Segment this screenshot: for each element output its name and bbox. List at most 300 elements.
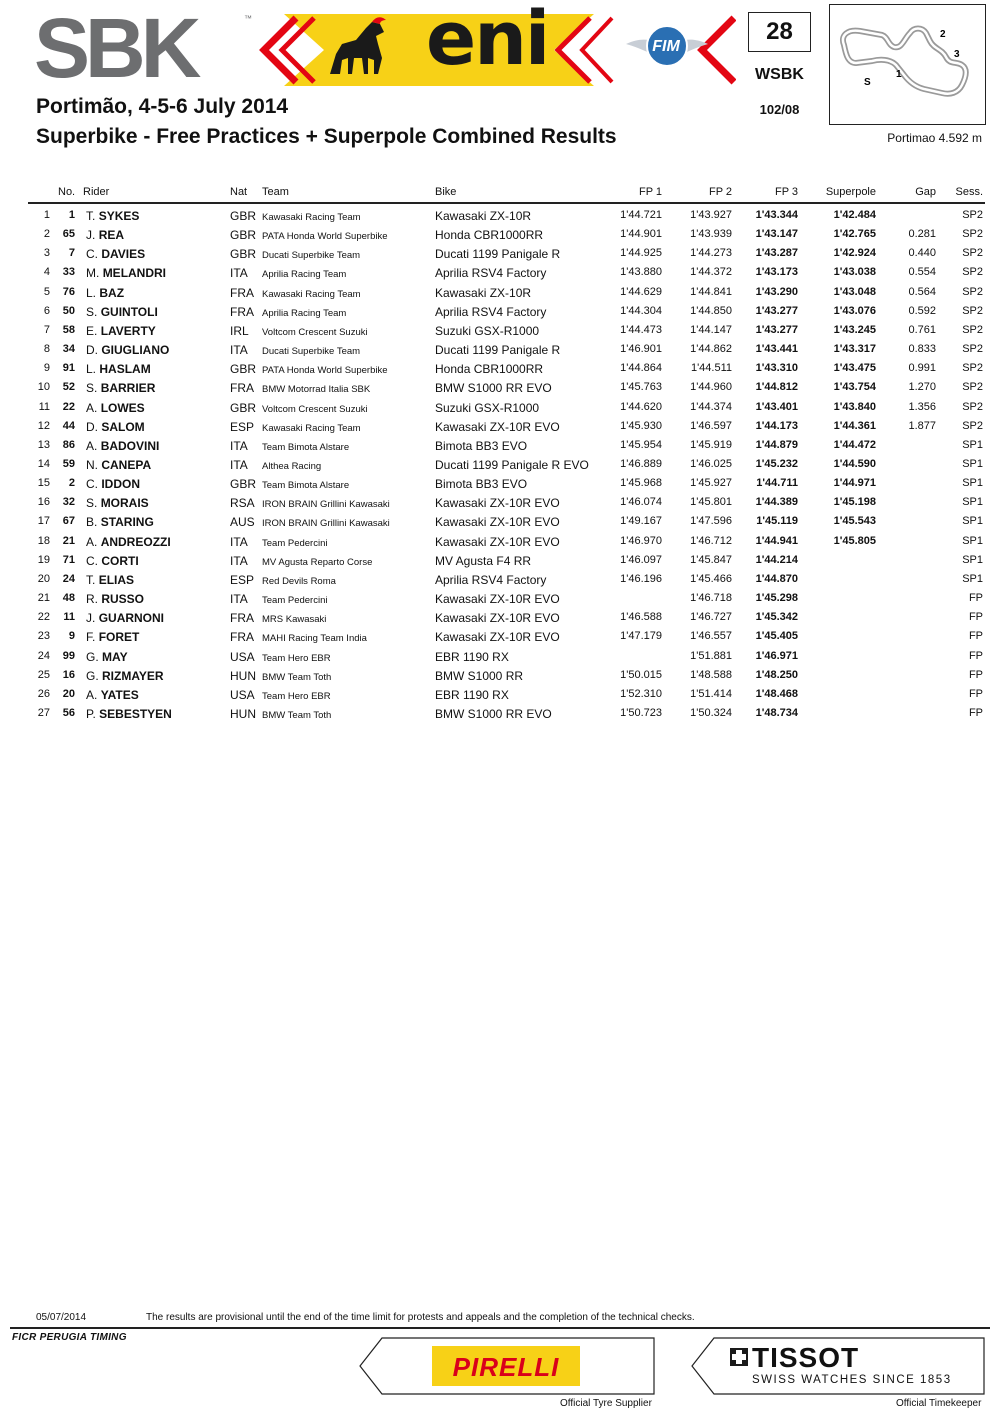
session-label: SP2 xyxy=(962,247,983,260)
session-label: FP xyxy=(968,630,983,643)
race-number: 48 xyxy=(62,592,75,604)
team-name: PATA Honda World Superbike xyxy=(262,231,388,243)
bike-model: Kawasaki ZX-10R EVO xyxy=(435,630,560,645)
superpole-time: 1'44.472 xyxy=(833,438,876,451)
fp3-time: 1'43.310 xyxy=(755,362,798,375)
gap-value: 0.440 xyxy=(908,247,936,260)
team-name: Voltcom Crescent Suzuki xyxy=(262,403,368,415)
superpole-time: 1'43.754 xyxy=(833,381,876,394)
position: 23 xyxy=(37,630,50,643)
superpole-time: 1'43.038 xyxy=(833,266,876,279)
rider-surname: LOWES xyxy=(100,400,145,415)
fp3-time: 1'44.812 xyxy=(755,381,798,394)
bike-model: Aprilia RSV4 Factory xyxy=(435,266,547,281)
fp1-time: 1'44.473 xyxy=(620,323,662,336)
bike-model: Ducati 1199 Panigale R EVO xyxy=(435,457,589,472)
fp1-time: 1'45.930 xyxy=(620,419,662,432)
track-label-2: 2 xyxy=(940,29,946,40)
six-legged-dog-icon xyxy=(322,14,392,84)
fp2-time: 1'44.273 xyxy=(690,247,732,260)
race-number: 52 xyxy=(62,381,75,394)
bike-model: Kawasaki ZX-10R EVO xyxy=(435,592,560,606)
rider-name xyxy=(86,669,164,683)
session-title: Superbike - Free Practices + Superpole Combined Results xyxy=(36,125,617,148)
rider-name xyxy=(86,630,139,644)
superpole-time: 1'42.765 xyxy=(833,228,876,241)
footer-date: 05/07/2014 xyxy=(36,1312,87,1323)
table-row xyxy=(0,228,1000,247)
nationality: GBR xyxy=(230,228,257,243)
table-row xyxy=(0,401,1000,420)
position: 10 xyxy=(37,381,50,394)
col-header-team: Team xyxy=(262,186,289,198)
fp1-time: 1'45.763 xyxy=(620,381,662,394)
position: 26 xyxy=(37,687,50,700)
bike-model: Kawasaki ZX-10R EVO xyxy=(435,515,560,530)
rider-initial: M. xyxy=(86,266,100,281)
rider-surname: MORAIS xyxy=(100,496,149,511)
nationality: FRA xyxy=(230,630,254,645)
superpole-time: 1'43.245 xyxy=(833,323,876,336)
fp2-time: 1'45.847 xyxy=(690,553,732,566)
rider-surname: GIUGLIANO xyxy=(101,343,170,357)
fp2-time: 1'44.850 xyxy=(690,304,732,317)
rider-initial: D. xyxy=(86,343,98,357)
rider-name xyxy=(86,247,145,261)
rider-initial: P. xyxy=(86,706,96,721)
col-header-fp1: FP 1 xyxy=(638,186,662,198)
fp3-time: 1'43.147 xyxy=(755,228,798,241)
nationality: ITA xyxy=(230,592,248,606)
team-name: IRON BRAIN Grillini Kawasaki xyxy=(262,499,390,511)
table-row xyxy=(0,707,1000,726)
race-number: 50 xyxy=(62,304,75,317)
col-header-rider: Rider xyxy=(83,186,110,198)
fp2-time: 1'48.588 xyxy=(690,668,732,681)
rider-surname: IDDON xyxy=(101,477,141,492)
fp3-time: 1'43.287 xyxy=(755,247,798,260)
table-row xyxy=(0,439,1000,458)
rider-name xyxy=(86,650,128,664)
rider-name xyxy=(86,535,171,549)
nationality: FRA xyxy=(230,611,254,626)
team-name: Ducati Superbike Team xyxy=(262,250,361,262)
nationality: FRA xyxy=(230,381,254,396)
tissot-sponsor xyxy=(690,1336,986,1396)
bike-model: Kawasaki ZX-10R EVO xyxy=(435,496,560,511)
bike-model: Bimota BB3 EVO xyxy=(435,477,528,492)
table-row xyxy=(0,343,1000,362)
team-name: Team Hero EBR xyxy=(262,652,331,664)
fp3-time: 1'45.405 xyxy=(755,630,798,643)
superpole-time: 1'45.805 xyxy=(833,534,876,547)
position: 25 xyxy=(37,668,50,681)
bike-model: BMW S1000 RR EVO xyxy=(435,381,552,396)
event-title: Portimão, 4-5-6 July 2014 xyxy=(36,95,289,118)
rider-surname: RUSSO xyxy=(101,592,145,606)
bike-model: MV Agusta F4 RR xyxy=(435,553,532,568)
race-number: 1 xyxy=(68,209,75,221)
rider-initial: T. xyxy=(86,209,96,223)
team-name: Aprilia Racing Team xyxy=(262,307,347,319)
bike-model: Suzuki GSX-R1000 xyxy=(435,323,540,338)
sbk-logo: SBK xyxy=(34,1,197,95)
session-label: FP xyxy=(968,706,983,719)
gap-value: 0.761 xyxy=(908,323,936,336)
superpole-time: 1'44.361 xyxy=(833,419,876,432)
team-name: Kawasaki Racing Team xyxy=(262,288,361,300)
nationality: ITA xyxy=(230,553,248,568)
team-name: Aprilia Racing Team xyxy=(262,269,347,281)
session-label: SP1 xyxy=(962,457,983,470)
document-code: 102/08 xyxy=(759,102,800,117)
fp1-time: 1'44.925 xyxy=(620,247,662,260)
rider-initial: C. xyxy=(86,247,98,262)
nationality: GBR xyxy=(230,477,257,492)
bike-model: Aprilia RSV4 Factory xyxy=(435,304,547,319)
fp3-time: 1'43.277 xyxy=(755,323,798,336)
fp1-time: 1'46.901 xyxy=(620,343,662,355)
col-header-no: No. xyxy=(58,186,76,198)
rider-surname: MELANDRI xyxy=(102,266,167,281)
race-number: 91 xyxy=(62,362,75,375)
position: 16 xyxy=(37,496,50,509)
rider-name xyxy=(86,362,151,376)
rider-name xyxy=(86,420,145,434)
gap-value: 0.281 xyxy=(908,228,936,241)
rider-name xyxy=(86,496,149,510)
race-number: 24 xyxy=(62,572,75,585)
bike-model: EBR 1190 RX xyxy=(435,649,509,664)
session-label: SP2 xyxy=(962,209,983,221)
fp3-time: 1'44.711 xyxy=(756,477,798,490)
team-name: BMW Motorrad Italia SBK xyxy=(262,384,371,396)
bike-model: EBR 1190 RX xyxy=(435,687,509,702)
rider-name xyxy=(86,266,166,280)
bike-model: BMW S1000 RR xyxy=(435,668,524,683)
rider-surname: HASLAM xyxy=(99,362,151,377)
rider-name xyxy=(86,458,151,472)
session-label: FP xyxy=(968,687,983,700)
superpole-time: 1'43.475 xyxy=(833,362,876,375)
fp2-time: 1'46.718 xyxy=(690,592,732,604)
rider-surname: YATES xyxy=(100,687,139,702)
race-number: 59 xyxy=(62,457,75,470)
fp2-time: 1'51.881 xyxy=(690,649,732,662)
rider-name xyxy=(86,228,124,242)
fp1-time: 1'50.015 xyxy=(620,668,662,681)
nationality: GBR xyxy=(230,400,257,415)
col-header-fp2: FP 2 xyxy=(708,186,732,198)
nationality: ITA xyxy=(230,343,248,357)
col-header-bike: Bike xyxy=(435,186,457,198)
race-number: 65 xyxy=(62,228,75,241)
rider-initial: B. xyxy=(86,515,98,530)
pirelli-caption: Official Tyre Supplier xyxy=(560,1398,652,1409)
fp2-time: 1'44.372 xyxy=(690,266,732,279)
fp1-time: 1'44.620 xyxy=(620,400,662,413)
rider-initial: N. xyxy=(86,457,98,472)
track-caption: Portimao 4.592 m xyxy=(887,131,982,145)
fp1-time: 1'46.588 xyxy=(620,611,662,624)
nationality: GBR xyxy=(230,362,257,377)
fp3-time: 1'43.173 xyxy=(755,266,798,279)
table-row xyxy=(0,573,1000,592)
nationality: FRA xyxy=(230,285,254,300)
team-name: Team Pedercini xyxy=(262,595,328,606)
rider-initial: A. xyxy=(86,438,98,453)
fp1-time: 1'46.097 xyxy=(620,553,662,566)
rider-initial: E. xyxy=(86,323,98,338)
team-name: Voltcom Crescent Suzuki xyxy=(262,326,368,338)
team-name: BMW Team Toth xyxy=(262,709,332,721)
team-name: PATA Honda World Superbike xyxy=(262,365,388,377)
session-label: FP xyxy=(968,649,983,662)
bike-model: Aprilia RSV4 Factory xyxy=(435,572,547,587)
fp1-time: 1'45.968 xyxy=(620,477,662,490)
fp2-time: 1'44.960 xyxy=(690,381,732,394)
race-number: 99 xyxy=(62,649,75,662)
race-number: 67 xyxy=(62,515,75,528)
bike-model: Ducati 1199 Panigale R xyxy=(435,247,561,262)
rider-name xyxy=(86,401,145,415)
col-header-gap: Gap xyxy=(915,186,936,198)
series-label: WSBK xyxy=(755,66,804,83)
fp1-time: 1'44.864 xyxy=(620,362,662,375)
fp1-time: 1'45.954 xyxy=(620,438,662,451)
gap-value: 1.877 xyxy=(908,419,936,432)
fp1-time: 1'44.304 xyxy=(620,304,662,317)
position: 8 xyxy=(43,343,50,355)
race-number: 7 xyxy=(68,247,75,260)
session-label: SP1 xyxy=(962,572,983,585)
session-label: SP1 xyxy=(962,534,983,547)
nationality: HUN xyxy=(230,706,256,721)
rider-name xyxy=(86,573,134,587)
superpole-time: 1'44.971 xyxy=(833,477,876,490)
race-number: 44 xyxy=(62,419,75,432)
rider-initial: T. xyxy=(86,572,96,587)
fp2-time: 1'51.414 xyxy=(690,687,732,700)
fp2-time: 1'45.801 xyxy=(690,496,732,509)
fp3-time: 1'45.298 xyxy=(755,592,798,604)
table-row xyxy=(0,458,1000,477)
rider-surname: SEBESTYEN xyxy=(99,706,172,721)
rider-surname: BARRIER xyxy=(100,381,156,396)
gap-value: 0.991 xyxy=(908,362,936,375)
session-label: FP xyxy=(968,611,983,624)
nationality: ITA xyxy=(230,534,248,549)
rider-surname: ANDREOZZI xyxy=(100,534,171,549)
gap-value: 0.564 xyxy=(908,285,936,298)
rider-initial: J. xyxy=(86,228,96,243)
fp3-time: 1'48.468 xyxy=(755,687,798,700)
fp2-time: 1'45.466 xyxy=(690,572,732,585)
nationality: FRA xyxy=(230,304,254,319)
position: 4 xyxy=(43,266,50,279)
nationality: HUN xyxy=(230,668,256,683)
sponsor-logo-strip xyxy=(34,0,736,95)
position: 6 xyxy=(43,304,50,317)
position: 20 xyxy=(37,572,50,585)
session-label: SP2 xyxy=(962,285,983,298)
position: 7 xyxy=(43,323,50,336)
rider-initial: R. xyxy=(86,592,98,606)
rider-initial: L. xyxy=(86,285,97,300)
fp3-time: 1'45.232 xyxy=(755,457,798,470)
bike-model: Kawasaki ZX-10R EVO xyxy=(435,534,560,549)
rider-name xyxy=(86,439,159,453)
fp3-time: 1'43.401 xyxy=(755,400,798,413)
nationality: ITA xyxy=(230,266,248,281)
rider-surname: REA xyxy=(98,228,125,243)
nationality: IRL xyxy=(230,323,249,338)
gap-value: 0.554 xyxy=(908,266,936,279)
rider-name xyxy=(86,305,158,319)
table-row xyxy=(0,554,1000,573)
rider-surname: MAY xyxy=(102,649,128,664)
fp3-time: 1'48.250 xyxy=(755,668,798,681)
team-name: Ducati Superbike Team xyxy=(262,346,361,357)
rider-initial: C. xyxy=(86,553,98,568)
race-number: 21 xyxy=(62,534,75,547)
race-number: 34 xyxy=(62,343,75,355)
position: 14 xyxy=(37,457,50,470)
fp2-time: 1'46.557 xyxy=(690,630,732,643)
rider-name xyxy=(86,707,172,721)
position: 27 xyxy=(37,706,50,719)
track-label-s: S xyxy=(864,77,871,88)
fp2-time: 1'45.927 xyxy=(690,477,732,490)
track-label-3: 3 xyxy=(954,49,960,60)
bike-model: Honda CBR1000RR xyxy=(435,228,544,243)
sbk-trademark: ™ xyxy=(244,14,252,23)
session-label: SP2 xyxy=(962,343,983,355)
fp2-time: 1'44.862 xyxy=(690,343,732,355)
superpole-time: 1'42.484 xyxy=(833,209,876,221)
team-name: Kawasaki Racing Team xyxy=(262,212,361,223)
rider-initial: A. xyxy=(86,534,98,549)
position: 19 xyxy=(37,553,50,566)
rider-surname: STARING xyxy=(100,515,154,530)
superpole-time: 1'43.840 xyxy=(833,400,876,413)
superpole-time: 1'43.076 xyxy=(833,304,876,317)
session-label: SP1 xyxy=(962,515,983,528)
tissot-tagline: SWISS WATCHES SINCE 1853 xyxy=(752,1374,952,1386)
rider-name xyxy=(86,477,140,491)
race-number: 32 xyxy=(62,496,75,509)
table-row xyxy=(0,381,1000,400)
table-row xyxy=(0,592,1000,611)
team-name: Team Pedercini xyxy=(262,537,328,549)
position: 18 xyxy=(37,534,50,547)
session-label: FP xyxy=(968,668,983,681)
session-label: SP2 xyxy=(962,304,983,317)
session-label: SP1 xyxy=(962,477,983,490)
superpole-time: 1'43.048 xyxy=(833,285,876,298)
team-name: IRON BRAIN Grillini Kawasaki xyxy=(262,518,390,530)
nationality: USA xyxy=(230,687,255,702)
position: 21 xyxy=(37,592,50,604)
rider-initial: S. xyxy=(86,304,98,319)
superpole-time: 1'45.543 xyxy=(833,515,876,528)
gap-value: 0.592 xyxy=(908,304,936,317)
fp2-time: 1'44.374 xyxy=(690,400,732,413)
col-header-sess: Sess. xyxy=(955,186,983,198)
rider-initial: L. xyxy=(86,362,97,377)
race-number: 22 xyxy=(62,400,75,413)
gap-value: 0.833 xyxy=(908,343,936,355)
bike-model: Ducati 1199 Panigale R xyxy=(435,343,561,357)
table-row xyxy=(0,515,1000,534)
fp2-time: 1'44.147 xyxy=(690,323,732,336)
rider-surname: GUINTOLI xyxy=(100,304,158,319)
fp2-time: 1'44.511 xyxy=(690,362,732,375)
position: 15 xyxy=(37,477,50,490)
fp3-time: 1'45.119 xyxy=(756,515,798,528)
track-layout-icon xyxy=(830,5,984,123)
rider-initial: G. xyxy=(86,649,99,664)
bike-model: Kawasaki ZX-10R xyxy=(435,285,532,300)
team-name: Team Bimota Alstare xyxy=(262,441,350,453)
rider-name xyxy=(86,209,139,223)
session-label: SP1 xyxy=(962,438,983,451)
eni-logo: eni xyxy=(426,0,549,82)
nationality: ITA xyxy=(230,457,248,472)
race-number: 86 xyxy=(62,438,75,451)
fp3-time: 1'43.277 xyxy=(755,304,798,317)
pirelli-logo: PIRELLI xyxy=(452,1352,560,1382)
fp3-time: 1'44.214 xyxy=(755,553,798,566)
rider-initial: A. xyxy=(86,400,98,415)
position: 12 xyxy=(37,419,50,432)
session-label: SP2 xyxy=(962,400,983,413)
session-label: SP2 xyxy=(962,323,983,336)
race-number: 76 xyxy=(62,285,75,298)
gap-value: 1.356 xyxy=(908,400,936,413)
rider-name xyxy=(86,554,139,568)
fp1-time: 1'49.167 xyxy=(620,515,662,528)
team-name: MAHI Racing Team India xyxy=(262,633,367,645)
rider-initial: G. xyxy=(86,668,99,683)
nationality: ITA xyxy=(230,438,248,453)
gap-value: 1.270 xyxy=(908,381,936,394)
position: 9 xyxy=(43,362,50,375)
table-row xyxy=(0,305,1000,324)
position: 24 xyxy=(37,649,50,662)
session-label: SP2 xyxy=(962,419,983,432)
rider-initial: F. xyxy=(86,630,96,645)
superpole-time: 1'44.590 xyxy=(833,457,876,470)
rider-surname: CORTI xyxy=(101,553,139,568)
fp2-time: 1'46.727 xyxy=(690,611,732,624)
race-number: 11 xyxy=(63,611,75,624)
position: 3 xyxy=(43,247,50,260)
superpole-time: 1'42.924 xyxy=(833,247,876,260)
nationality: ESP xyxy=(230,572,255,587)
fp1-time: 1'46.970 xyxy=(620,534,662,547)
rider-surname: LAVERTY xyxy=(100,323,156,338)
team-name: BMW Team Toth xyxy=(262,671,332,683)
bike-model: Kawasaki ZX-10R EVO xyxy=(435,611,560,626)
fp3-time: 1'43.441 xyxy=(755,343,798,355)
tissot-caption: Official Timekeeper xyxy=(896,1398,982,1409)
race-number: 9 xyxy=(68,630,75,643)
team-name: Team Bimota Alstare xyxy=(262,480,350,492)
table-row xyxy=(0,247,1000,266)
fp1-time: 1'47.179 xyxy=(620,630,662,643)
bike-model: BMW S1000 RR EVO xyxy=(435,706,552,721)
